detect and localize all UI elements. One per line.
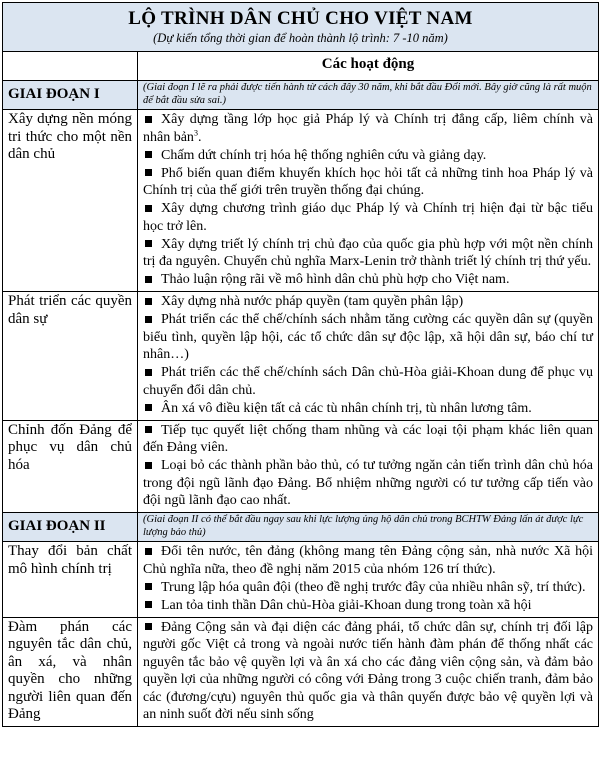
- table-row: [3, 110, 599, 292]
- row-label: Đàm phán các nguyên tắc dân chủ, ân xá, và nhân quyền cho những người liên quan đến Đảng: [3, 617, 138, 727]
- table-row: [3, 617, 599, 727]
- activities-cell: [138, 292, 599, 421]
- activities-cell: [138, 110, 599, 292]
- activities-cell: [138, 542, 599, 618]
- square-bullet-icon: [145, 623, 152, 630]
- list-item: Chấm dứt chính trị hóa hệ thống nghiên cứu và giảng dạy.: [143, 147, 593, 165]
- stage-note: (Giai đoạn II có thể bắt đầu ngay sau khi lực lượng ủng hộ dân chủ trong BCHTW Đảng lấn át được lực lượng bảo thủ): [138, 513, 599, 542]
- activities-cell: [138, 420, 599, 513]
- footnote-marker: 3: [193, 127, 198, 137]
- list-item: Thảo luận rộng rãi về mô hình dân chủ phù hợp cho Việt nam.: [143, 271, 593, 289]
- activities-list: [143, 543, 593, 614]
- list-item: Đảng Cộng sản và đại diện các đảng phái, tổ chức dân sự, chính trị đối lập người gốc Việt cả trong và ngoài nước tiến hành đàm phán để thống nhất các nguyên tắc bảo vệ quyền lợi và ân xá cho các đảng viên cộng sản, và đảm bảo quyền lợi của những người có công với Đảng trong 3 cuộc chiến tranh, đảm bảo các (đương/cựu) nguyên thủ quốc gia và thân quyến được bảo vệ quyền lợi và an ninh suốt đời nếu sinh sống: [143, 619, 594, 722]
- activities-list: [143, 422, 593, 510]
- activities-list: [143, 111, 593, 289]
- square-bullet-icon: [145, 316, 152, 323]
- title-cell: [3, 3, 599, 52]
- square-bullet-icon: [145, 462, 152, 469]
- square-bullet-icon: [145, 151, 152, 158]
- document-title: LỘ TRÌNH DÂN CHỦ CHO VIỆT NAM: [128, 8, 473, 29]
- header-empty-cell: [3, 52, 138, 81]
- row-label: Thay đổi bản chất mô hình chính trị: [3, 542, 138, 618]
- column-header-row: [3, 52, 599, 81]
- list-item: Phát triển các thể chế/chính sách nhằm tăng cường các quyền dân sự (quyền biểu tình, quyền lập hội, các tổ chức dân sự độc lập, xã hội dân sự, báo chí tư nhân…): [143, 312, 594, 362]
- stage-name: GIAI ĐOẠN II: [3, 513, 138, 542]
- list-item: Xây dựng chương trình giáo dục Pháp lý và Chính trị hiện đại từ bậc tiểu học trở lên.: [143, 201, 594, 234]
- square-bullet-icon: [145, 404, 152, 411]
- activities-cell: [138, 617, 599, 727]
- square-bullet-icon: [145, 276, 152, 283]
- row-label: Chỉnh đốn Đảng để phục vụ dân chủ hóa: [3, 420, 138, 513]
- list-item: Tiếp tục quyết liệt chống tham nhũng và các loại tội phạm khác liên quan đến Đảng viên.: [143, 422, 594, 455]
- list-item: Xây dựng triết lý chính trị chủ đạo của quốc gia phù hợp với một nền chính trị đa nguyên. Chuyển chủ nghĩa Marx-Lenin trở thành triết lý chính trị thứ yếu.: [143, 236, 594, 269]
- list-item: Xây dựng tầng lớp học giả Pháp lý và Chính trị đẳng cấp, liêm chính và nhân bản$^3$.: [143, 112, 594, 145]
- square-bullet-icon: [145, 601, 152, 608]
- column-header: Các hoạt động: [138, 52, 599, 81]
- activities-list: [143, 293, 593, 417]
- list-item: Xây dựng nhà nước pháp quyền (tam quyền phân lập): [143, 293, 593, 311]
- activities-list: [143, 619, 593, 724]
- list-item: Loại bỏ các thành phần bảo thủ, có tư tưởng ngăn cản tiến trình dân chủ hóa trong đội ngũ lãnh đạo Đảng. Bổ nhiệm những người có tư tưởng cấp tiến vào đội ngũ lãnh đạo cao nhất.: [143, 458, 594, 508]
- row-label: Xây dựng nền móng tri thức cho một nền dân chủ: [3, 110, 138, 292]
- square-bullet-icon: [145, 240, 152, 247]
- title-row: [3, 3, 599, 52]
- square-bullet-icon: [145, 298, 152, 305]
- table-row: [3, 292, 599, 421]
- list-item: Lan tỏa tinh thần Dân chủ-Hòa giải-Khoan dung trong toàn xã hội: [143, 597, 593, 615]
- list-item: Đổi tên nước, tên đảng (không mang tên Đảng cộng sản, nhà nước Xã hội Chủ nghĩa nữa, theo đề nghị năm 2015 của nhóm 126 trí thức).: [143, 544, 594, 577]
- stage-row: [3, 81, 599, 110]
- list-item: Phổ biến quan điểm khuyến khích học hỏi tất cả những tinh hoa Pháp lý và Chính trị của thế giới trên truyền thống đại chúng.: [143, 165, 594, 198]
- roadmap-table: [2, 2, 599, 727]
- square-bullet-icon: [145, 369, 152, 376]
- list-item: Ân xá vô điều kiện tất cả các tù nhân chính trị, tù nhân lương tâm.: [143, 400, 593, 418]
- square-bullet-icon: [145, 116, 152, 123]
- square-bullet-icon: [145, 205, 152, 212]
- square-bullet-icon: [145, 169, 152, 176]
- square-bullet-icon: [145, 426, 152, 433]
- list-item: Trung lập hóa quân đội (theo đề nghị trước đây của nhiều nhân sỹ, trí thức).: [143, 579, 593, 597]
- document-subtitle: (Dự kiến tổng thời gian để hoàn thành lộ trình: 7 -10 năm): [153, 31, 448, 45]
- stage-note: (Giai đoạn I lẽ ra phải được tiến hành từ cách đây 30 năm, khi bắt đầu Đổi mới. Bây giờ cũng là rất muộn để bắt đầu sửa sai.): [138, 81, 599, 110]
- row-label: Phát triển các quyền dân sự: [3, 292, 138, 421]
- list-item: Phát triển các thể chế/chính sách Dân chủ-Hòa giải-Khoan dung để phục vụ chuyển đổi dân chủ.: [143, 365, 594, 398]
- table-row: [3, 542, 599, 618]
- table-row: [3, 420, 599, 513]
- square-bullet-icon: [145, 548, 152, 555]
- stage-row: [3, 513, 599, 542]
- square-bullet-icon: [145, 583, 152, 590]
- stage-name: GIAI ĐOẠN I: [3, 81, 138, 110]
